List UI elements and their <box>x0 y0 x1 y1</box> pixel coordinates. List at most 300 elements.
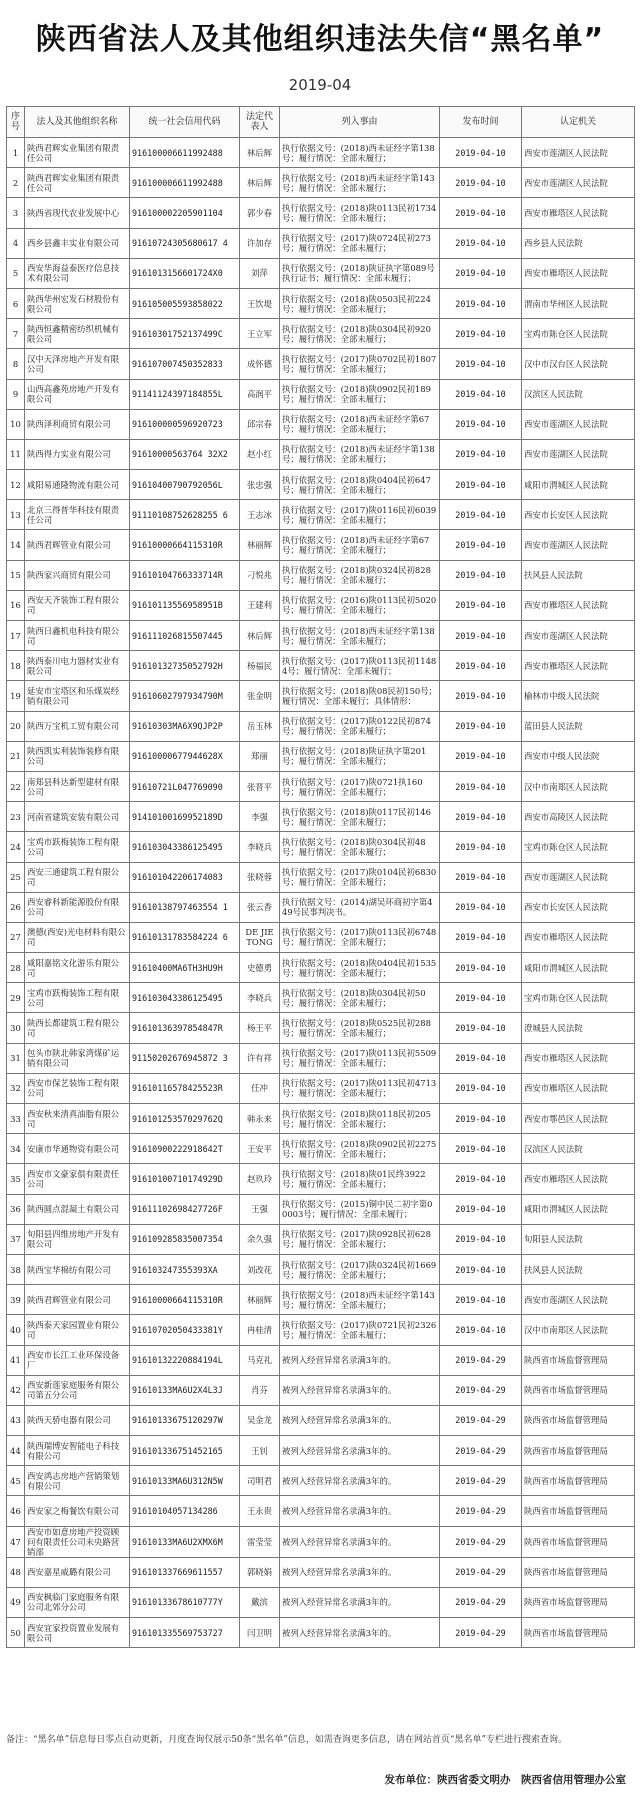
table-row <box>7 741 635 771</box>
authority: 宝鸡市陈仓区人民法院 <box>522 832 635 862</box>
publish-date: 2019-04-10 <box>440 802 522 832</box>
row-index: 37 <box>7 1224 25 1254</box>
row-index: 33 <box>7 1104 25 1134</box>
table-row <box>7 500 635 530</box>
page-date: 2019-04 <box>288 76 352 94</box>
credit-code: 916100000596920723 <box>130 409 240 439</box>
legal-rep: 林丽辉 <box>240 530 280 560</box>
legal-rep: 雷莹莹 <box>240 1526 280 1557</box>
table-row <box>7 621 635 651</box>
legal-rep: 李晓兵 <box>240 983 280 1013</box>
row-index: 10 <box>7 409 25 439</box>
listing-reason: 执行依据文号：(2018)陕0304民初920号；履行情况：全部未履行； <box>280 319 440 349</box>
authority: 西安市雁塔区人民法院 <box>522 922 635 952</box>
authority: 咸阳市渭城区人民法院 <box>522 1194 635 1224</box>
org-name: 延安市宝塔区和乐煤炭经销有限公司 <box>25 681 130 711</box>
legal-rep: 史德勇 <box>240 953 280 983</box>
org-name: 陕西天骄电器有限公司 <box>25 1405 130 1435</box>
authority: 榆林市中级人民法院 <box>522 681 635 711</box>
publish-date: 2019-04-10 <box>440 892 522 922</box>
legal-rep: 王强 <box>240 1194 280 1224</box>
row-index: 39 <box>7 1285 25 1315</box>
row-index: 31 <box>7 1043 25 1073</box>
credit-code: 91610133675120297W <box>130 1405 240 1435</box>
publish-date: 2019-04-10 <box>440 138 522 168</box>
legal-rep: 王立军 <box>240 319 280 349</box>
org-name: 陕西家兴商贸有限公司 <box>25 560 130 590</box>
publish-date: 2019-04-10 <box>440 379 522 409</box>
table-row <box>7 922 635 952</box>
credit-code: 916100006611992488 <box>130 168 240 198</box>
row-index: 29 <box>7 983 25 1013</box>
footnote: 备注：“黑名单”信息每日零点自动更新，月度查询仅展示50条“黑名单”信息，如需查询更多信息，请在网站首页“黑名单”专栏进行搜索查询。 <box>6 1735 568 1745</box>
table-row <box>7 349 635 379</box>
legal-rep: 许有祥 <box>240 1043 280 1073</box>
authority: 西安市雁塔区人民法院 <box>522 258 635 288</box>
publish-date: 2019-04-10 <box>440 651 522 681</box>
table-row <box>7 439 635 469</box>
legal-rep: 余久强 <box>240 1224 280 1254</box>
publish-date: 2019-04-10 <box>440 711 522 741</box>
authority: 陕西省市场监督管理局 <box>522 1557 635 1587</box>
authority: 汉滨区人民法院 <box>522 1134 635 1164</box>
org-name: 陕西瑞博安智能电子科技有限公司 <box>25 1436 130 1466</box>
row-index: 7 <box>7 319 25 349</box>
row-index: 50 <box>7 1618 25 1648</box>
listing-reason: 执行依据文号：(2018)陕0304民初50号；履行情况：全部未履行； <box>280 983 440 1013</box>
authority: 咸阳市渭城区人民法院 <box>522 470 635 500</box>
publish-date: 2019-04-10 <box>440 228 522 258</box>
listing-reason: 被列入经营异常名录满3年的。 <box>280 1436 440 1466</box>
credit-code: 91610138797463554 1 <box>130 892 240 922</box>
authority: 西安市雁塔区人民法院 <box>522 651 635 681</box>
publish-date: 2019-04-29 <box>440 1618 522 1648</box>
legal-rep: 林丽辉 <box>240 1285 280 1315</box>
authority: 西安市长安区人民法院 <box>522 500 635 530</box>
credit-code: 91610125357029762Q <box>130 1104 240 1134</box>
org-name: 陕西泰天家园置业有限公司 <box>25 1315 130 1345</box>
org-name: 陕西凯实利装饰装修有限公司 <box>25 741 130 771</box>
table-row <box>7 560 635 590</box>
publish-date: 2019-04-29 <box>440 1345 522 1375</box>
table-row <box>7 168 635 198</box>
org-name: 西安宜家投资置业发展有限公司 <box>25 1618 130 1648</box>
table-row <box>7 198 635 228</box>
legal-rep: 许加存 <box>240 228 280 258</box>
credit-code: 916105005593858022 <box>130 288 240 318</box>
org-name: 西安市如意房地产投资顾问有限责任公司未央路营销部 <box>25 1526 130 1557</box>
publish-date: 2019-04-10 <box>440 862 522 892</box>
legal-rep: 李强 <box>240 802 280 832</box>
table-row <box>7 1285 635 1315</box>
credit-code: 916101042206174083 <box>130 862 240 892</box>
credit-code: 91610000677944628X <box>130 741 240 771</box>
table-row <box>7 1345 635 1375</box>
row-index: 45 <box>7 1466 25 1496</box>
table-row <box>7 1073 635 1103</box>
row-index: 38 <box>7 1254 25 1284</box>
publish-date: 2019-04-10 <box>440 530 522 560</box>
publish-date: 2019-04-10 <box>440 1254 522 1284</box>
table-row <box>7 892 635 922</box>
row-index: 3 <box>7 198 25 228</box>
listing-reason: 执行依据文号：(2017)陕0113民初6748号；履行情况：全部未履行； <box>280 922 440 952</box>
listing-reason: 执行依据文号：(2018)陕0525民初288号；履行情况：全部未履行； <box>280 1013 440 1043</box>
legal-rep: 闫卫明 <box>240 1618 280 1648</box>
row-index: 14 <box>7 530 25 560</box>
credit-code: 91610602797934790M <box>130 681 240 711</box>
table-row <box>7 1134 635 1164</box>
table-row <box>7 1164 635 1194</box>
table-row <box>7 1466 635 1496</box>
listing-reason: 执行依据文号：(2017)陕0113民初4713号；履行情况：全部未履行； <box>280 1073 440 1103</box>
legal-rep: 高润平 <box>240 379 280 409</box>
authority: 澄城县人民法院 <box>522 1013 635 1043</box>
listing-reason: 执行依据文号：(2018)陕08民初150号；履行情况：全部未履行；具体情形： <box>280 681 440 711</box>
listing-reason: 执行依据文号：(2018)西未证经字第67号；履行情况：全部未履行； <box>280 530 440 560</box>
org-name: 西安市保艺装饰工程有限公司 <box>25 1073 130 1103</box>
publish-date: 2019-04-29 <box>440 1405 522 1435</box>
authority: 西安市长安区人民法院 <box>522 892 635 922</box>
listing-reason: 执行依据文号：(2018)陕01民终3922号；履行情况：全部未履行； <box>280 1164 440 1194</box>
authority: 西安市中级人民法院 <box>522 741 635 771</box>
authority: 西安市莲湖区人民法院 <box>522 530 635 560</box>
legal-rep: 张晓蓉 <box>240 862 280 892</box>
org-name: 西安华海益泰医疗信息技术有限公司 <box>25 258 130 288</box>
table-row <box>7 1013 635 1043</box>
legal-rep: 张金明 <box>240 681 280 711</box>
row-index: 1 <box>7 138 25 168</box>
org-name: 宝鸡市跃梅装饰工程有限公司 <box>25 983 130 1013</box>
authority: 陕西省市场监督管理局 <box>522 1345 635 1375</box>
row-index: 41 <box>7 1345 25 1375</box>
publish-date: 2019-04-10 <box>440 288 522 318</box>
row-index: 16 <box>7 590 25 620</box>
org-name: 西安市长江工业环保设备厂 <box>25 1345 130 1375</box>
credit-code: 91610133MA6U2X4L3J <box>130 1375 240 1405</box>
authority: 西安市雁塔区人民法院 <box>522 1164 635 1194</box>
row-index: 15 <box>7 560 25 590</box>
org-name: 西安睿科新能源股份有限公司 <box>25 892 130 922</box>
authority: 西安市雁塔区人民法院 <box>522 198 635 228</box>
org-name: 旬阳县四维房地产开发有限公司 <box>25 1224 130 1254</box>
legal-rep: 任冲 <box>240 1073 280 1103</box>
listing-reason: 被列入经营异常名录满3年的。 <box>280 1526 440 1557</box>
publish-date: 2019-04-10 <box>440 198 522 228</box>
credit-code: 91610113556958951B <box>130 590 240 620</box>
listing-reason: 执行依据文号：(2018)陕0503民初224号；履行情况：全部未履行； <box>280 288 440 318</box>
row-index: 46 <box>7 1496 25 1526</box>
credit-code: 91610116578425523R <box>130 1073 240 1103</box>
listing-reason: 执行依据文号：(2018)陕0404民初647号；履行情况：全部未履行； <box>280 470 440 500</box>
authority: 汉中市南郑区人民法院 <box>522 1315 635 1345</box>
authority: 渭南市华州区人民法院 <box>522 288 635 318</box>
legal-rep: 戴滨 <box>240 1587 280 1617</box>
table-row <box>7 590 635 620</box>
authority: 西安市鄠邑区人民法院 <box>522 1104 635 1134</box>
org-name: 咸阳嘉铭文化游乐有限公司 <box>25 953 130 983</box>
table-row <box>7 1375 635 1405</box>
legal-rep: 郑丽 <box>240 741 280 771</box>
credit-code: 91610133678610777Y <box>130 1587 240 1617</box>
publish-date: 2019-04-10 <box>440 922 522 952</box>
credit-code: 91610100710174929D <box>130 1164 240 1194</box>
authority: 陕西省市场监督管理局 <box>522 1405 635 1435</box>
org-name: 陕西长都建筑工程有限公司 <box>25 1013 130 1043</box>
table-row <box>7 319 635 349</box>
row-index: 42 <box>7 1375 25 1405</box>
row-index: 27 <box>7 922 25 952</box>
org-name: 陕西宝华棉纺有限公司 <box>25 1254 130 1284</box>
table-row <box>7 228 635 258</box>
table-row <box>7 1254 635 1284</box>
legal-rep: 李晓兵 <box>240 832 280 862</box>
table-row <box>7 1043 635 1073</box>
table-row <box>7 1587 635 1617</box>
publish-date: 2019-04-29 <box>440 1587 522 1617</box>
publish-date: 2019-04-10 <box>440 470 522 500</box>
row-index: 8 <box>7 349 25 379</box>
publish-date: 2019-04-10 <box>440 621 522 651</box>
publish-date: 2019-04-10 <box>440 1013 522 1043</box>
row-index: 48 <box>7 1557 25 1587</box>
legal-rep: 赵小红 <box>240 439 280 469</box>
listing-reason: 执行依据文号：(2017)陕0721民初2326号；履行情况：全部未履行； <box>280 1315 440 1345</box>
row-index: 47 <box>7 1526 25 1557</box>
org-name: 陕西君辉实业集团有限责任公司 <box>25 138 130 168</box>
org-name: 西安天齐装饰工程有限公司 <box>25 590 130 620</box>
org-name: 西安秋来清真油脂有限公司 <box>25 1104 130 1134</box>
table-row <box>7 288 635 318</box>
authority: 汉中市汉台区人民法院 <box>522 349 635 379</box>
authority: 宝鸡市陈仓区人民法院 <box>522 983 635 1013</box>
listing-reason: 执行依据文号：(2018)陕证执字第201号；履行情况：全部未履行； <box>280 741 440 771</box>
credit-code: 91610000664115310R <box>130 1285 240 1315</box>
publisher-line: 发布单位：陕西省委文明办 陕西省信用管理办公室 <box>384 1774 626 1786</box>
publish-date: 2019-04-10 <box>440 319 522 349</box>
publish-date: 2019-04-10 <box>440 168 522 198</box>
publish-date: 2019-04-10 <box>440 1285 522 1315</box>
credit-code: 91610133MA6U2XMX6M <box>130 1526 240 1557</box>
legal-rep: 王永贵 <box>240 1496 280 1526</box>
credit-code: 91610721L047769090 <box>130 771 240 801</box>
credit-code: 91611102698427726F <box>130 1194 240 1224</box>
table-header-row <box>7 107 635 138</box>
listing-reason: 执行依据文号：(2018)陕0902民初189号；履行情况：全部未履行； <box>280 379 440 409</box>
publish-date: 2019-04-10 <box>440 1134 522 1164</box>
publish-date: 2019-04-10 <box>440 560 522 590</box>
table-row <box>7 1224 635 1254</box>
publish-date: 2019-04-10 <box>440 1043 522 1073</box>
legal-rep: 林后辉 <box>240 621 280 651</box>
legal-rep: 司明君 <box>240 1466 280 1496</box>
row-index: 25 <box>7 862 25 892</box>
authority: 西安市莲湖区人民法院 <box>522 439 635 469</box>
org-name: 西安三通建筑工程有限公司 <box>25 862 130 892</box>
publish-date: 2019-04-29 <box>440 1526 522 1557</box>
row-index: 35 <box>7 1164 25 1194</box>
publish-date: 2019-04-10 <box>440 983 522 1013</box>
authority: 汉中市南郑区人民法院 <box>522 771 635 801</box>
listing-reason: 执行依据文号：(2017)陕0724民初273号；履行情况：全部未履行； <box>280 228 440 258</box>
credit-code: 916107007450352833 <box>130 349 240 379</box>
org-name: 山西高鑫苑房地产开发有限公司 <box>25 379 130 409</box>
listing-reason: 执行依据文号：(2017)陕0721执160号；履行情况：全部未履行； <box>280 771 440 801</box>
authority: 西安市莲湖区人民法院 <box>522 138 635 168</box>
legal-rep: 王钊 <box>240 1436 280 1466</box>
authority: 陕西省市场监督管理局 <box>522 1526 635 1557</box>
authority: 西安市雁塔区人民法院 <box>522 590 635 620</box>
row-index: 23 <box>7 802 25 832</box>
org-name: 陕西泰川电力器材实业有限公司 <box>25 651 130 681</box>
listing-reason: 被列入经营异常名录满3年的。 <box>280 1557 440 1587</box>
row-index: 2 <box>7 168 25 198</box>
listing-reason: 执行依据文号：(2018)陕证执字第089号执行证书；履行情况：全部未履行； <box>280 258 440 288</box>
row-index: 49 <box>7 1587 25 1617</box>
table-row <box>7 832 635 862</box>
legal-rep: 杨王平 <box>240 1013 280 1043</box>
row-index: 11 <box>7 439 25 469</box>
legal-rep: 邱宗春 <box>240 409 280 439</box>
row-index: 6 <box>7 288 25 318</box>
publish-date: 2019-04-10 <box>440 1164 522 1194</box>
legal-rep: 岳玉林 <box>240 711 280 741</box>
legal-rep: 马克礼 <box>240 1345 280 1375</box>
legal-rep: 郭少春 <box>240 198 280 228</box>
row-index: 9 <box>7 379 25 409</box>
listing-reason: 执行依据文号：(2018)陕0118民初205号；履行情况：全部未履行； <box>280 1104 440 1134</box>
row-index: 32 <box>7 1073 25 1103</box>
org-name: 陕西万宝机工贸有限公司 <box>25 711 130 741</box>
legal-rep: 郭晓娟 <box>240 1557 280 1587</box>
authority: 西安市高陵区人民法院 <box>522 802 635 832</box>
listing-reason: 执行依据文号：(2018)西未证经字第67号；履行情况：全部未履行； <box>280 409 440 439</box>
listing-reason: 执行依据文号：(2017)陕0122民初874号；履行情况：全部未履行； <box>280 711 440 741</box>
org-name: 陕西君辉实业集团有限责任公司 <box>25 168 130 198</box>
publish-date: 2019-04-10 <box>440 258 522 288</box>
org-name: 咸阳易通隆物流有限公司 <box>25 470 130 500</box>
row-index: 44 <box>7 1436 25 1466</box>
org-name: 澳德(西安)光电材料有限公司 <box>25 922 130 952</box>
header-authority: 认定机关 <box>522 107 635 138</box>
legal-rep: 吴金龙 <box>240 1405 280 1435</box>
listing-reason: 执行依据文号：(2018)陕0113民初1734号；履行情况：全部未履行； <box>280 198 440 228</box>
authority: 西乡县人民法院 <box>522 228 635 258</box>
row-index: 20 <box>7 711 25 741</box>
publish-date: 2019-04-10 <box>440 590 522 620</box>
authority: 旬阳县人民法院 <box>522 1224 635 1254</box>
authority: 西安市莲湖区人民法院 <box>522 621 635 651</box>
table-row <box>7 771 635 801</box>
publish-date: 2019-04-10 <box>440 832 522 862</box>
credit-code: 91610324735539​3XA <box>130 1254 240 1284</box>
authority: 汉滨区人民法院 <box>522 379 635 409</box>
publish-date: 2019-04-10 <box>440 741 522 771</box>
listing-reason: 执行依据文号：(2018)陕0117民初146号；履行情况：全部未履行； <box>280 802 440 832</box>
legal-rep: 刘萍 <box>240 258 280 288</box>
credit-code: 91610131566017​24X0 <box>130 258 240 288</box>
row-index: 34 <box>7 1134 25 1164</box>
header-index: 序号 <box>7 107 25 138</box>
org-name: 西乡县鑫丰实业有限公司 <box>25 228 130 258</box>
credit-code: 91141124397184855L <box>130 379 240 409</box>
listing-reason: 被列入经营异常名录满3年的。 <box>280 1405 440 1435</box>
row-index: 22 <box>7 771 25 801</box>
publish-date: 2019-04-10 <box>440 1194 522 1224</box>
org-name: 陕西君辉管业有限公司 <box>25 530 130 560</box>
listing-reason: 执行依据文号：(2017)陕0324民初1669号；履行情况：全部未履行； <box>280 1254 440 1284</box>
legal-rep: 刘改花 <box>240 1254 280 1284</box>
row-index: 24 <box>7 832 25 862</box>
legal-rep: 林后辉 <box>240 138 280 168</box>
authority: 陕西省市场监督管理局 <box>522 1466 635 1496</box>
legal-rep: 赵玖玲 <box>240 1164 280 1194</box>
credit-code: 91610104057134286 <box>130 1496 240 1526</box>
org-name: 陕西圆点混凝土有限公司 <box>25 1194 130 1224</box>
row-index: 17 <box>7 621 25 651</box>
authority: 陕西省市场监督管理局 <box>522 1618 635 1648</box>
publish-date: 2019-04-10 <box>440 953 522 983</box>
authority: 宝鸡市陈仓区人民法院 <box>522 319 635 349</box>
table-row <box>7 1104 635 1134</box>
credit-code: 91150202676945872 3 <box>130 1043 240 1073</box>
org-name: 安康市华通物资有限公司 <box>25 1134 130 1164</box>
table-row <box>7 651 635 681</box>
credit-code: 91610702050433381Y <box>130 1315 240 1345</box>
listing-reason: 被列入经营异常名录满3年的。 <box>280 1375 440 1405</box>
row-index: 13 <box>7 500 25 530</box>
credit-code: 91610303MA6X9QJP2P <box>130 711 240 741</box>
listing-reason: 执行依据文号：(2016)陕0113民初5020号；履行情况：全部未履行； <box>280 590 440 620</box>
credit-code: 91610104766333714R <box>130 560 240 590</box>
table-row <box>7 409 635 439</box>
table-row <box>7 258 635 288</box>
credit-code: 916100006611992488 <box>130 138 240 168</box>
publish-date: 2019-04-10 <box>440 409 522 439</box>
publish-date: 2019-04-10 <box>440 1073 522 1103</box>
table-row <box>7 379 635 409</box>
credit-code: 916111026815507445 <box>130 621 240 651</box>
table-row <box>7 530 635 560</box>
publish-date: 2019-04-29 <box>440 1375 522 1405</box>
listing-reason: 被列入经营异常名录满3年的。 <box>280 1496 440 1526</box>
authority: 扶风县人民法院 <box>522 560 635 590</box>
row-index: 26 <box>7 892 25 922</box>
org-name: 西安市文豪家俱有限责任公司 <box>25 1164 130 1194</box>
listing-reason: 执行依据文号：(2018)陕0902民初2275号；履行情况：全部未履行； <box>280 1134 440 1164</box>
legal-rep: 王饮堤 <box>240 288 280 318</box>
credit-code: 91610000664115310R <box>130 530 240 560</box>
listing-reason: 执行依据文号：(2018)西未证经字第138号；履行情况：全部未履行； <box>280 138 440 168</box>
org-name: 陕西恒鑫精密纺织机械有限公司 <box>25 319 130 349</box>
org-name: 西安嘉星威璐有限公司 <box>25 1557 130 1587</box>
row-index: 30 <box>7 1013 25 1043</box>
table-row <box>7 953 635 983</box>
table-row <box>7 1557 635 1587</box>
credit-code: 916103043386125495 <box>130 983 240 1013</box>
authority: 咸阳市渭城区人民法院 <box>522 953 635 983</box>
credit-code: 916101337669611557 <box>130 1557 240 1587</box>
authority: 扶风县人民法院 <box>522 1254 635 1284</box>
listing-reason: 执行依据文号：(2018)西未证经字第138号；履行情况：全部未履行； <box>280 439 440 469</box>
row-index: 12 <box>7 470 25 500</box>
authority: 陕西省市场监督管理局 <box>522 1496 635 1526</box>
org-name: 西安新莲家庭服务有限公司第五分公司 <box>25 1375 130 1405</box>
org-name: 河南省建筑安装有限公司 <box>25 802 130 832</box>
publish-date: 2019-04-29 <box>440 1557 522 1587</box>
row-index: 40 <box>7 1315 25 1345</box>
listing-reason: 执行依据文号：(2015)铜中民二初字第00003号；履行情况：全部未履行； <box>280 1194 440 1224</box>
